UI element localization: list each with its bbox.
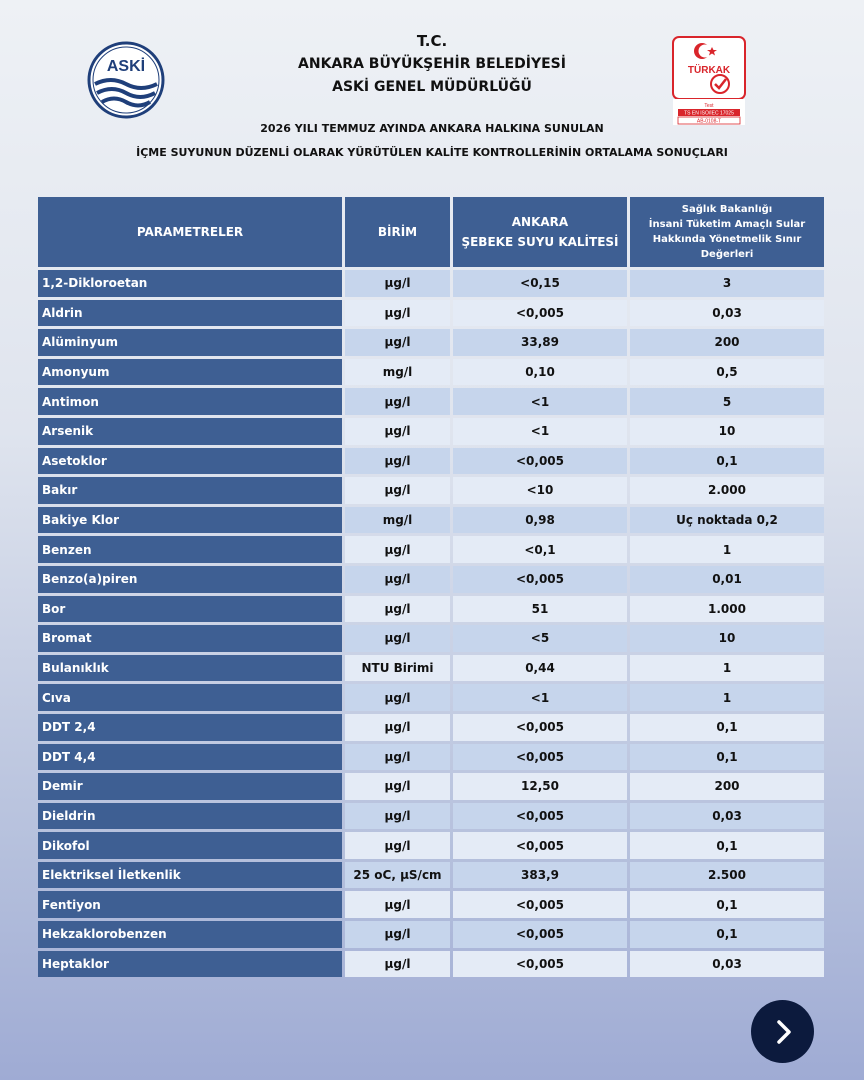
table-row [38, 448, 824, 475]
cell-regulation-limit: 0,1 [630, 832, 824, 859]
cell-regulation-limit: 0,1 [630, 921, 824, 948]
cell-unit: µg/l [345, 714, 450, 741]
header-ankara-line1: ANKARA [511, 215, 569, 229]
cell-ankara-value: <0,005 [453, 951, 627, 978]
table-row [38, 773, 824, 800]
cell-parameter: Benzo(a)piren [38, 566, 342, 593]
cell-parameter: Benzen [38, 536, 342, 563]
cell-unit: µg/l [345, 329, 450, 356]
header-line-tc: T.C. [416, 32, 448, 50]
turkak-name: TÜRKAK [687, 65, 731, 76]
table-row [38, 744, 824, 771]
cell-unit: µg/l [345, 477, 450, 504]
cell-unit: µg/l [345, 891, 450, 918]
cell-ankara-value: 0,44 [453, 655, 627, 682]
cell-regulation-limit: 10 [630, 625, 824, 652]
cell-regulation-limit: 0,1 [630, 714, 824, 741]
cell-unit: µg/l [345, 596, 450, 623]
header-limit-line1: Sağlık Bakanlığı [681, 204, 773, 215]
cell-regulation-limit: 0,03 [630, 951, 824, 978]
cell-regulation-limit: 10 [630, 418, 824, 445]
cell-ankara-value: <0,005 [453, 921, 627, 948]
cell-parameter: Amonyum [38, 359, 342, 386]
table-row [38, 388, 824, 415]
table-row [38, 832, 824, 859]
cell-ankara-value: 51 [453, 596, 627, 623]
table-row [38, 655, 824, 682]
turkak-standard: TS EN ISO/IEC 17025 [684, 110, 734, 117]
cell-regulation-limit: 2.500 [630, 862, 824, 889]
table-row [38, 566, 824, 593]
cell-ankara-value: <0,005 [453, 803, 627, 830]
cell-parameter: Bromat [38, 625, 342, 652]
cell-unit: µg/l [345, 536, 450, 563]
table-row [38, 536, 824, 563]
cell-unit: µg/l [345, 921, 450, 948]
cell-unit: µg/l [345, 270, 450, 297]
cell-parameter: Heptaklor [38, 951, 342, 978]
cell-unit: µg/l [345, 951, 450, 978]
report-subtitle-2: İÇME SUYUNUN DÜZENLİ OLARAK YÜRÜTÜLEN KALİTE KONTROLLERİNİN ORTALAMA SONUÇLARI [136, 146, 728, 159]
header-regulation-limit [630, 197, 824, 267]
cell-regulation-limit: Uç noktada 0,2 [630, 507, 824, 534]
cell-unit: µg/l [345, 566, 450, 593]
cell-regulation-limit: 0,1 [630, 744, 824, 771]
cell-parameter: Fentiyon [38, 891, 342, 918]
cell-parameter: Bakır [38, 477, 342, 504]
cell-unit: µg/l [345, 803, 450, 830]
cell-unit: NTU Birimi [345, 655, 450, 682]
document-header [0, 0, 864, 190]
cell-ankara-value: <0,005 [453, 891, 627, 918]
cell-regulation-limit: 2.000 [630, 477, 824, 504]
cell-regulation-limit: 200 [630, 773, 824, 800]
cell-ankara-value: <1 [453, 418, 627, 445]
cell-ankara-value: <5 [453, 625, 627, 652]
water-quality-table [35, 194, 827, 980]
cell-unit: µg/l [345, 744, 450, 771]
cell-ankara-value: 0,10 [453, 359, 627, 386]
table-row [38, 596, 824, 623]
cell-regulation-limit: 3 [630, 270, 824, 297]
cell-ankara-value: 0,98 [453, 507, 627, 534]
turkak-accreditation-logo [672, 36, 746, 126]
table-row [38, 921, 824, 948]
cell-parameter: Aldrin [38, 300, 342, 327]
table-body [38, 270, 824, 977]
cell-unit: mg/l [345, 507, 450, 534]
cell-parameter: DDT 4,4 [38, 744, 342, 771]
table-row [38, 300, 824, 327]
cell-unit: mg/l [345, 359, 450, 386]
cell-ankara-value: <0,005 [453, 744, 627, 771]
table-row [38, 270, 824, 297]
cell-unit: µg/l [345, 773, 450, 800]
cell-parameter: Dikofol [38, 832, 342, 859]
cell-ankara-value: <0,15 [453, 270, 627, 297]
next-page-button[interactable] [751, 1000, 814, 1063]
cell-parameter: Demir [38, 773, 342, 800]
cell-ankara-value: <0,005 [453, 566, 627, 593]
cell-ankara-value: 33,89 [453, 329, 627, 356]
report-subtitle-1: 2026 YILI TEMMUZ AYINDA ANKARA HALKINA SUNULAN [260, 122, 604, 135]
header-limit-line3: Hakkında Yönetmelik Sınır [652, 234, 802, 245]
cell-parameter: Dieldrin [38, 803, 342, 830]
cell-regulation-limit: 0,5 [630, 359, 824, 386]
cell-regulation-limit: 0,03 [630, 803, 824, 830]
header-parameters: PARAMETRELER [38, 197, 342, 267]
cell-regulation-limit: 1 [630, 536, 824, 563]
header-ankara-line2: ŞEBEKE SUYU KALİTESİ [461, 235, 619, 249]
cell-regulation-limit: 0,03 [630, 300, 824, 327]
chevron-right-icon [768, 1017, 798, 1047]
cell-parameter: Bor [38, 596, 342, 623]
table-row [38, 803, 824, 830]
cell-regulation-limit: 0,1 [630, 448, 824, 475]
table-row [38, 329, 824, 356]
turkak-code: AB-0108-T [696, 118, 722, 125]
cell-unit: µg/l [345, 832, 450, 859]
cell-regulation-limit: 1 [630, 655, 824, 682]
cell-unit: µg/l [345, 448, 450, 475]
cell-ankara-value: <1 [453, 684, 627, 711]
cell-unit: µg/l [345, 300, 450, 327]
cell-ankara-value: <10 [453, 477, 627, 504]
table-row [38, 714, 824, 741]
cell-parameter: Arsenik [38, 418, 342, 445]
cell-ankara-value: <1 [453, 388, 627, 415]
cell-parameter: DDT 2,4 [38, 714, 342, 741]
cell-regulation-limit: 200 [630, 329, 824, 356]
cell-regulation-limit: 5 [630, 388, 824, 415]
cell-ankara-value: <0,1 [453, 536, 627, 563]
cell-regulation-limit: 1 [630, 684, 824, 711]
table-row [38, 951, 824, 978]
cell-parameter: Hekzaklorobenzen [38, 921, 342, 948]
header-line-directorate: ASKİ GENEL MÜDÜRLÜĞÜ [332, 79, 532, 95]
table-row [38, 891, 824, 918]
cell-regulation-limit: 1.000 [630, 596, 824, 623]
table-row [38, 477, 824, 504]
cell-ankara-value: 383,9 [453, 862, 627, 889]
cell-unit: µg/l [345, 418, 450, 445]
cell-ankara-value: 12,50 [453, 773, 627, 800]
cell-ankara-value: <0,005 [453, 714, 627, 741]
header-limit-line2: İnsani Tüketim Amaçlı Sular [648, 219, 806, 230]
cell-parameter: Cıva [38, 684, 342, 711]
header-unit: BİRİM [345, 197, 450, 267]
cell-parameter: Bakiye Klor [38, 507, 342, 534]
header-ankara-quality [453, 197, 627, 267]
cell-regulation-limit: 0,01 [630, 566, 824, 593]
table-row [38, 862, 824, 889]
cell-parameter: Asetoklor [38, 448, 342, 475]
table-row [38, 418, 824, 445]
table-row [38, 359, 824, 386]
table-row [38, 507, 824, 534]
cell-parameter: 1,2-Dikloroetan [38, 270, 342, 297]
aski-logo-text: ASKİ [106, 58, 146, 75]
cell-parameter: Elektriksel İletkenlik [38, 862, 342, 889]
table-row [38, 684, 824, 711]
cell-unit: µg/l [345, 625, 450, 652]
cell-unit: 25 oC, µS/cm [345, 862, 450, 889]
cell-parameter: Bulanıklık [38, 655, 342, 682]
cell-ankara-value: <0,005 [453, 300, 627, 327]
cell-unit: µg/l [345, 388, 450, 415]
cell-regulation-limit: 0,1 [630, 891, 824, 918]
cell-unit: µg/l [345, 684, 450, 711]
cell-ankara-value: <0,005 [453, 448, 627, 475]
cell-parameter: Antimon [38, 388, 342, 415]
turkak-test-label: Test [704, 103, 714, 109]
cell-parameter: Alüminyum [38, 329, 342, 356]
table-header-row [38, 197, 824, 267]
header-limit-line4: Değerleri [700, 249, 754, 260]
cell-ankara-value: <0,005 [453, 832, 627, 859]
header-line-municipality: ANKARA BÜYÜKŞEHİR BELEDİYESİ [298, 56, 566, 72]
table-row [38, 625, 824, 652]
